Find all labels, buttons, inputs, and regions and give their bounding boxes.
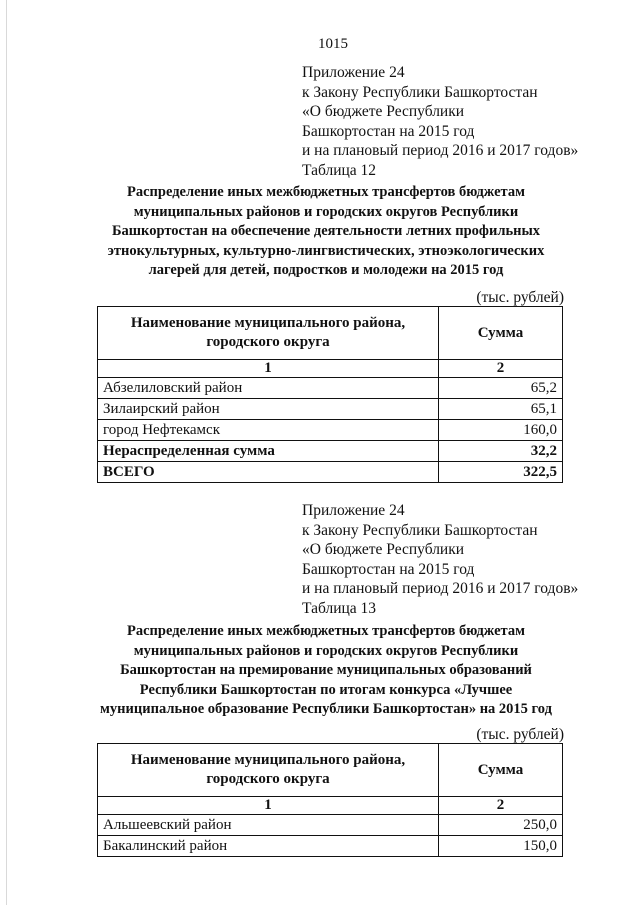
title-line: муниципальное образование Республики Башкортостан» на 2015 год	[100, 701, 552, 717]
column-header-sum: Сумма	[439, 744, 563, 797]
title-line: Республики Башкортостан по итогам конкурса «Лучшее	[139, 681, 513, 698]
scan-edge-line	[6, 0, 7, 905]
column-number: 1	[98, 797, 439, 815]
table-row	[98, 378, 563, 399]
column-number: 2	[439, 360, 563, 378]
section-title-table-13	[86, 622, 566, 720]
appendix-line: к Закону Республики Башкортостан	[302, 521, 538, 539]
row-amount: 32,2	[439, 441, 563, 462]
appendix-line: Таблица 12	[302, 161, 377, 179]
column-number-row	[98, 797, 563, 815]
row-name: ВСЕГО	[98, 462, 439, 483]
row-name: Альшеевский район	[98, 815, 439, 836]
appendix-line: Таблица 13	[302, 599, 377, 617]
column-header-sum: Сумма	[439, 307, 563, 360]
units-label: (тыс. рублей)	[476, 289, 564, 306]
row-amount: 65,2	[439, 378, 563, 399]
title-line: Башкортостан на обеспечение деятельности летних профильных	[111, 223, 541, 239]
table-row	[98, 399, 563, 420]
title-line: лагерей для детей, подростков и молодежи на 2015 год	[148, 262, 504, 278]
table-header-row	[98, 744, 563, 797]
row-name: Бакалинский район	[98, 836, 439, 857]
row-amount: 322,5	[439, 462, 563, 483]
appendix-header-table-13	[302, 501, 578, 618]
column-number-row	[98, 360, 563, 378]
appendix-header-table-12	[302, 63, 578, 180]
column-header-name: Наименование муниципального района, городского округа	[98, 744, 439, 797]
row-amount: 250,0	[439, 815, 563, 836]
transfer-table-12	[97, 306, 563, 483]
appendix-line: Приложение 24	[302, 64, 405, 81]
table-row	[98, 420, 563, 441]
table-row	[98, 836, 563, 857]
row-amount: 160,0	[439, 420, 563, 441]
appendix-line: и на плановый период 2016 и 2017 годов»	[302, 580, 579, 597]
row-amount: 150,0	[439, 836, 563, 857]
row-name: Нераспределенная сумма	[98, 441, 439, 462]
table-row-total	[98, 462, 563, 483]
units-label: (тыс. рублей)	[476, 726, 564, 743]
column-header-name: Наименование муниципального района, городского округа	[98, 307, 439, 360]
appendix-line: Башкортостан на 2015 год	[302, 122, 475, 140]
row-name: Абзелиловский район	[98, 378, 439, 399]
title-line: Распределение иных межбюджетных трансфертов бюджетам	[127, 184, 525, 200]
title-line: Башкортостан на премирование муниципальных образований	[120, 662, 532, 678]
appendix-line: и на плановый период 2016 и 2017 годов»	[302, 142, 579, 159]
row-amount: 65,1	[439, 399, 563, 420]
row-name: Зилаирский район	[98, 399, 439, 420]
page-number: 1015	[318, 36, 348, 52]
column-number: 1	[98, 360, 439, 378]
title-line: этнокультурных, культурно-лингвистических, этноэкологических	[107, 242, 545, 259]
section-title-table-12	[86, 183, 566, 281]
title-line: муниципальных районов и городских округов Республики	[133, 203, 519, 220]
column-number: 2	[439, 797, 563, 815]
title-line: Распределение иных межбюджетных трансфертов бюджетам	[127, 623, 525, 639]
title-line: муниципальных районов и городских округов Республики	[133, 642, 519, 659]
appendix-line: к Закону Республики Башкортостан	[302, 83, 538, 101]
table-row	[98, 815, 563, 836]
appendix-line: «О бюджете Республики	[302, 103, 465, 120]
appendix-line: «О бюджете Республики	[302, 541, 465, 558]
appendix-line: Башкортостан на 2015 год	[302, 560, 475, 578]
table-header-row	[98, 307, 563, 360]
row-name: город Нефтекамск	[98, 420, 439, 441]
table-row-unallocated	[98, 441, 563, 462]
transfer-table-13	[97, 743, 563, 857]
appendix-line: Приложение 24	[302, 502, 405, 519]
